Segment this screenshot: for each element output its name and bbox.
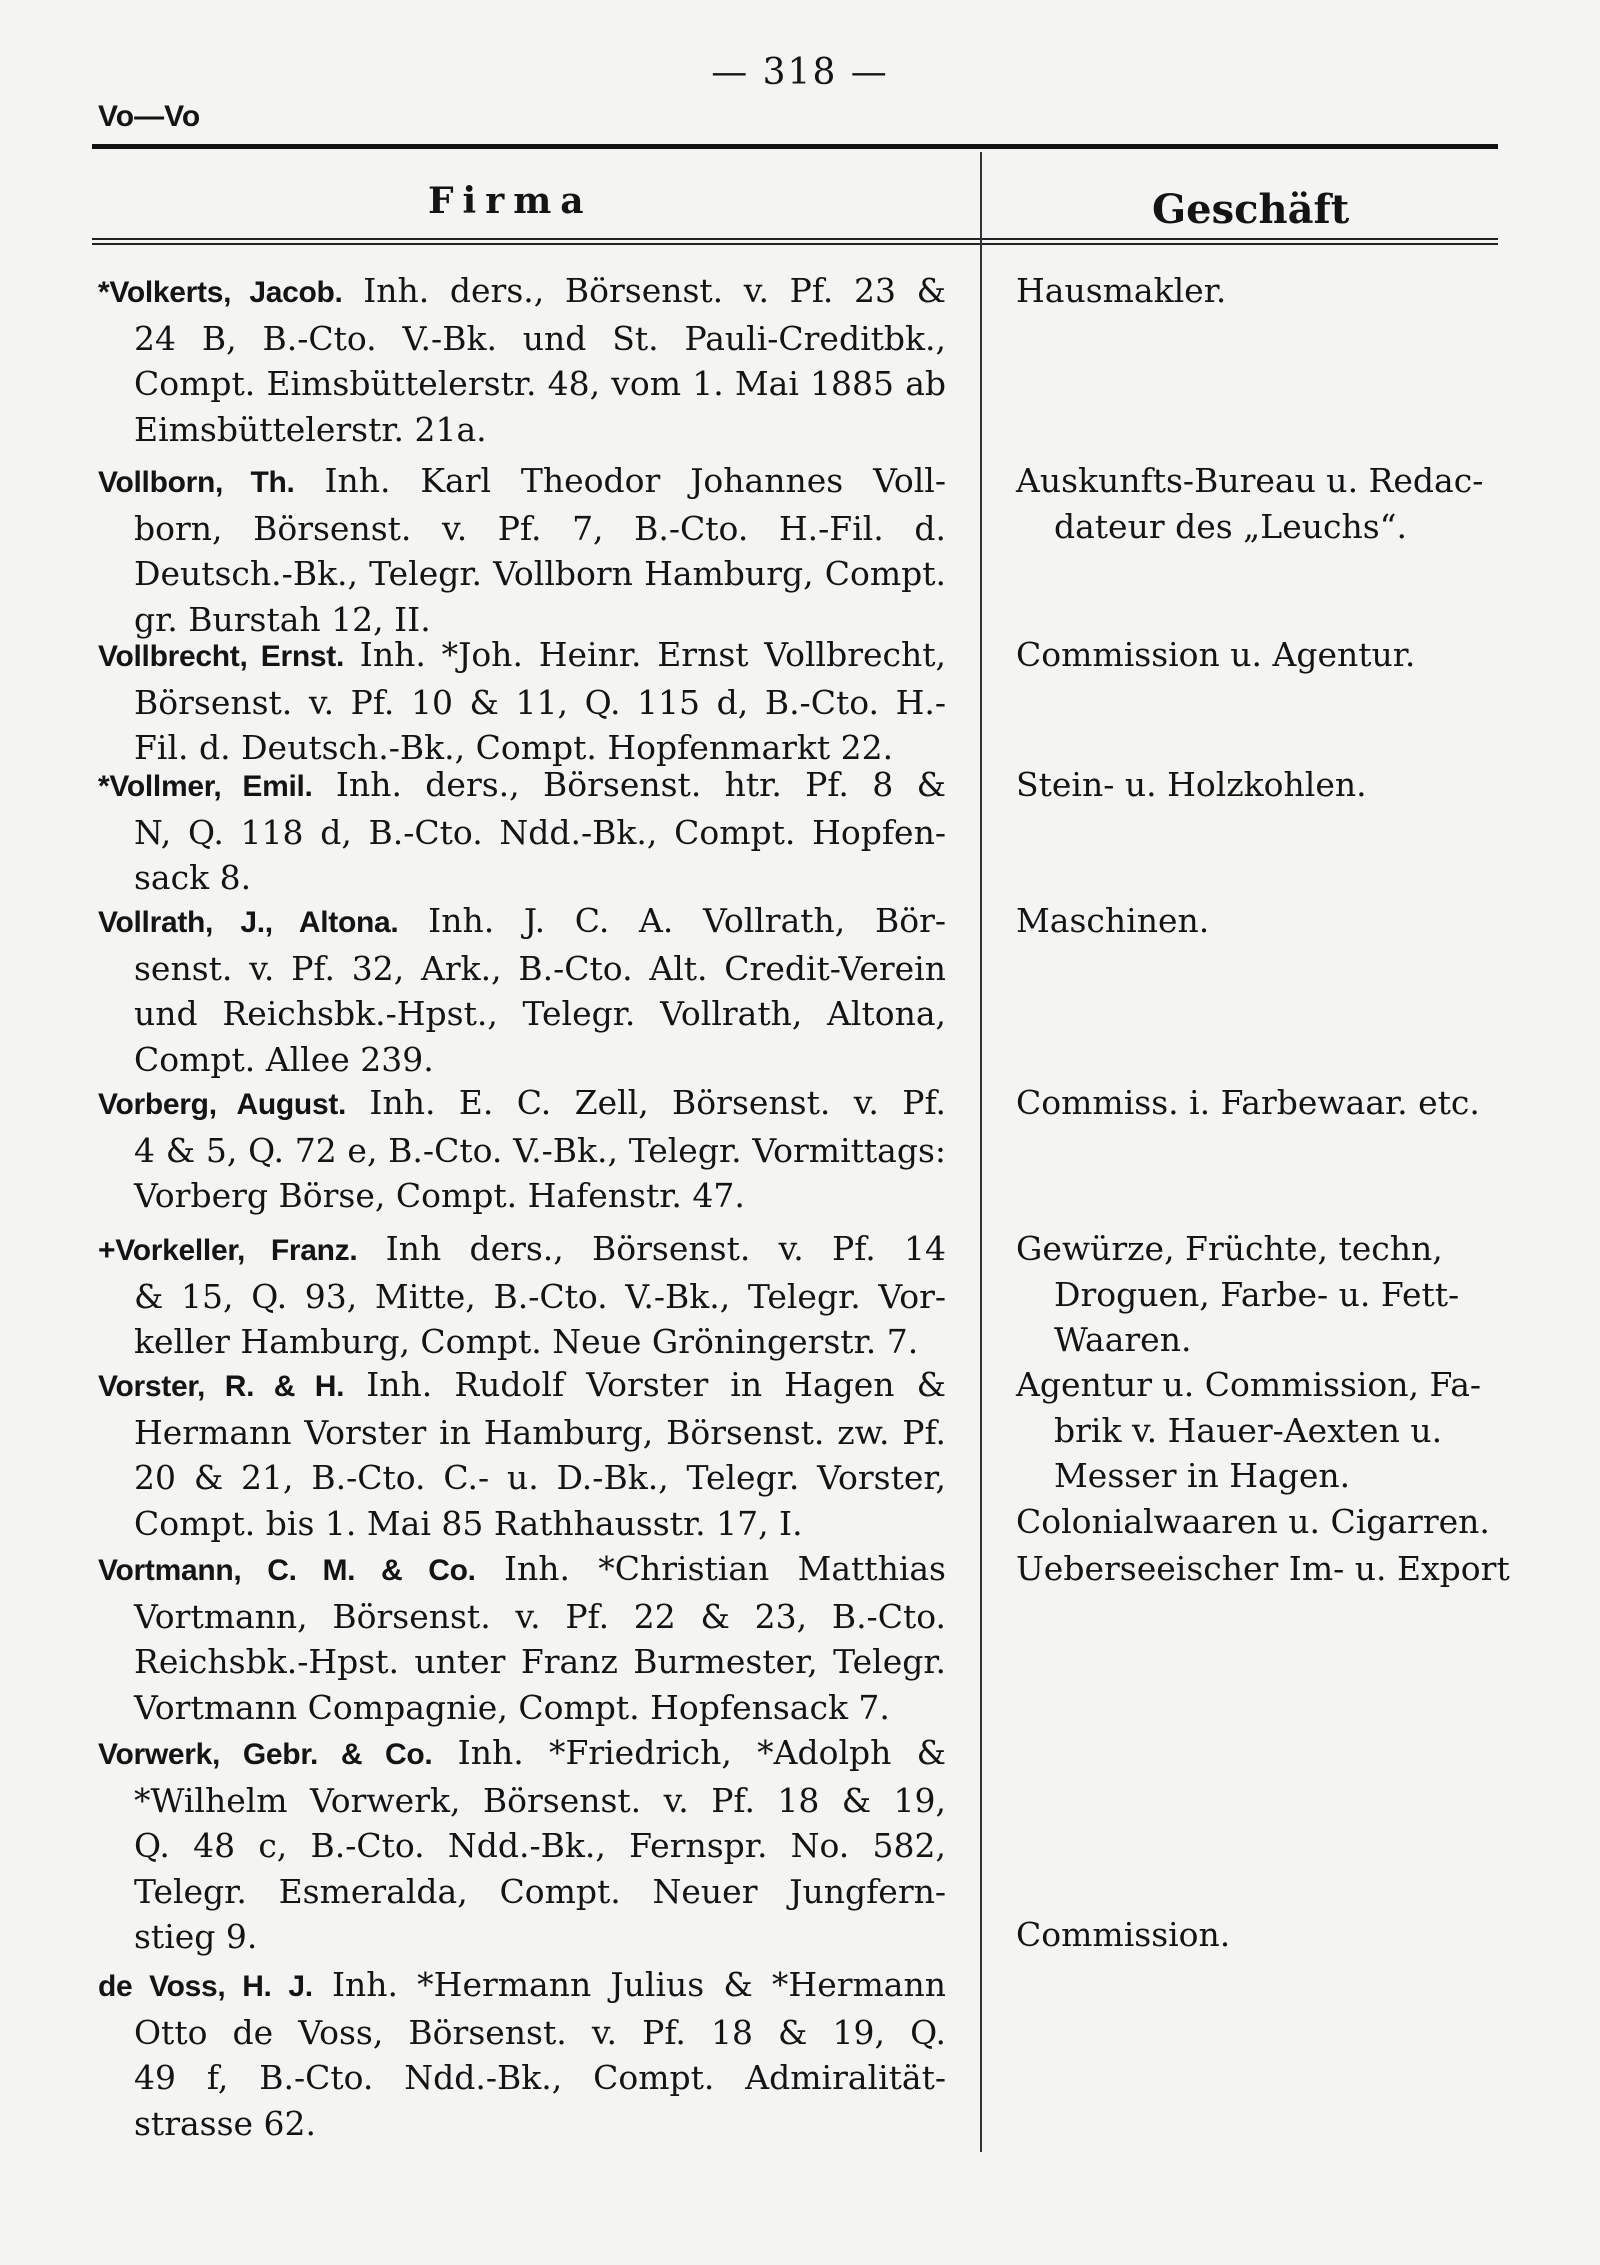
firma-first-line <box>98 632 946 680</box>
geschaeft-text <box>1016 1546 1510 1592</box>
page-number: — 318 — <box>711 52 889 93</box>
firma-line: Börsenst. v. Pf. 10 & 11, Q. 115 d, B.-Cto. H.- <box>134 682 946 722</box>
firma-details: Inh ders., Börsenst. v. Pf. 14 <box>357 1229 946 1268</box>
firma-details: Inh. *Joh. Heinr. Ernst Vollbrecht, <box>344 635 946 674</box>
geschaeft-line: Hausmakler. <box>1016 271 1227 310</box>
geschaeft-text <box>1016 898 1496 944</box>
firma-text <box>98 632 946 771</box>
firm-name: de Voss, H. J. <box>98 1970 313 2003</box>
firma-line: stieg 9. <box>134 1917 258 1956</box>
firma-text <box>98 458 946 642</box>
firma-line: senst. v. Pf. 32, Ark., B.-Cto. Alt. Credit-Verein <box>134 948 946 988</box>
geschaeft-text <box>1016 1362 1496 1544</box>
firm-name: Vollbrecht, Ernst. <box>98 640 345 673</box>
firm-name: *Volkerts, Jacob. <box>98 276 343 309</box>
firma-line: 20 & 21, B.-Cto. C.- u. D.-Bk., Telegr. Vorster, <box>134 1458 946 1497</box>
geschaeft-line: Droguen, Farbe- u. Fett- <box>1054 1274 1460 1314</box>
geschaeft-line: Commission u. Agentur. <box>1016 635 1416 674</box>
geschaeft-text <box>1016 632 1496 678</box>
firma-text <box>98 1730 946 1960</box>
geschaeft-text <box>1016 1080 1496 1126</box>
firm-name: Vorwerk, Gebr. & Co. <box>98 1738 433 1771</box>
firma-line: *Wilhelm Vorwerk, Börsenst. v. Pf. 18 & 19, <box>134 1780 946 1820</box>
geschaeft-text <box>1016 762 1496 808</box>
firma-line: Compt. Eimsbüttelerstr. 48, vom 1. Mai 1885 ab <box>134 364 946 403</box>
alphabet-range: Vo—Vo <box>98 100 201 133</box>
geschaeft-line: Auskunfts-Bureau u. Redac- <box>1016 461 1484 500</box>
firm-name: Vorberg, August. <box>98 1088 347 1121</box>
firm-name: Vortmann, C. M. & Co. <box>98 1554 476 1587</box>
firma-line: Telegr. Esmeralda, Compt. Neuer Jungfern- <box>134 1871 946 1911</box>
firma-first-line <box>98 458 946 506</box>
firma-line: keller Hamburg, Compt. Neue Gröningerstr. 7. <box>134 1322 919 1361</box>
geschaeft-line: Ueberseeischer Im- u. Export <box>1016 1549 1510 1588</box>
firm-name: Vorster, R. & H. <box>98 1370 345 1403</box>
firma-details: Inh. J. C. A. Vollrath, Bör- <box>398 901 947 940</box>
firma-text <box>98 1362 946 1546</box>
firma-line: sack 8. <box>134 858 252 897</box>
firma-line: Compt. Allee 239. <box>134 1039 434 1079</box>
firma-first-line <box>98 1362 946 1410</box>
firm-name: Vollborn, Th. <box>98 466 295 499</box>
firma-line: 4 & 5, Q. 72 e, B.-Cto. V.-Bk., Telegr. Vormittags: <box>134 1130 946 1170</box>
geschaeft-line: Commiss. i. Farbewaar. etc. <box>1016 1083 1480 1122</box>
firma-first-line <box>98 762 946 810</box>
geschaeft-line: Messer in Hagen. <box>1054 1456 1351 1495</box>
column-heading-geschaeft: Geschäft <box>1152 186 1350 233</box>
firma-line: gr. Burstah 12, II. <box>134 599 431 639</box>
firma-details: Inh. *Christian Matthias <box>475 1549 946 1588</box>
firma-details: Inh. *Friedrich, *Adolph & <box>432 1733 946 1772</box>
firma-line: Otto de Voss, Börsenst. v. Pf. 18 & 19, Q. <box>134 2012 946 2052</box>
firma-first-line <box>98 898 946 946</box>
firma-text <box>98 1962 946 2146</box>
firma-line: Reichsbk.-Hpst. unter Franz Burmester, Telegr. <box>134 1642 946 1681</box>
firma-first-line <box>98 1546 946 1594</box>
geschaeft-text <box>1016 1226 1496 1363</box>
firma-line: Vortmann, Börsenst. v. Pf. 22 & 23, B.-Cto. <box>134 1596 946 1636</box>
firma-line: 24 B, B.-Cto. V.-Bk. und St. Pauli-Creditbk., <box>134 318 946 358</box>
firma-details: Inh. Karl Theodor Johannes Voll- <box>294 461 946 500</box>
geschaeft-line: Agentur u. Commission, Fa- <box>1016 1365 1482 1404</box>
firma-details: Inh. *Hermann Julius & *Hermann <box>312 1965 946 2004</box>
geschaeft-line: Waaren. <box>1054 1320 1192 1359</box>
geschaeft-line: Maschinen. <box>1016 901 1210 940</box>
firma-text <box>98 1080 946 1219</box>
firma-line: Hermann Vorster in Hamburg, Börsenst. zw. Pf. <box>134 1412 946 1452</box>
firma-line: & 15, Q. 93, Mitte, B.-Cto. V.-Bk., Telegr. Vor- <box>134 1276 946 1316</box>
firma-first-line <box>98 1962 946 2010</box>
firma-line: Fil. d. Deutsch.-Bk., Compt. Hopfenmarkt 22. <box>134 728 894 767</box>
firma-text <box>98 268 946 452</box>
firma-line: 49 f, B.-Cto. Ndd.-Bk., Compt. Admiralität- <box>134 2058 946 2097</box>
firma-first-line <box>98 1226 946 1274</box>
geschaeft-line: Gewürze, Früchte, techn, <box>1016 1229 1443 1268</box>
firma-details: Inh. ders., Börsenst. v. Pf. 23 & <box>342 271 946 310</box>
geschaeft-text <box>1016 1912 1496 1958</box>
firma-first-line <box>98 1080 946 1128</box>
firma-details: Inh. Rudolf Vorster in Hagen & <box>344 1365 946 1404</box>
firm-name: *Vollmer, Emil. <box>98 770 313 803</box>
firma-line: Vortmann Compagnie, Compt. Hopfensack 7. <box>134 1687 890 1727</box>
firma-text <box>98 898 946 1082</box>
firma-line: Q. 48 c, B.-Cto. Ndd.-Bk., Fernspr. No. 582, <box>134 1826 946 1865</box>
firma-details: Inh. E. C. Zell, Börsenst. v. Pf. <box>346 1083 946 1122</box>
geschaeft-line: dateur des „Leuchs“. <box>1054 506 1408 546</box>
firma-details: Inh. ders., Börsenst. htr. Pf. 8 & <box>312 765 946 804</box>
firm-name: +Vorkeller, Franz. <box>98 1234 358 1267</box>
geschaeft-text <box>1016 268 1496 314</box>
firma-text <box>98 1546 946 1730</box>
firma-text <box>98 1226 946 1365</box>
geschaeft-line: brik v. Hauer-Aexten u. <box>1054 1410 1443 1450</box>
firm-name: Vollrath, J., Altona. <box>98 906 399 939</box>
firma-line: Compt. bis 1. Mai 85 Rathhausstr. 17, I. <box>134 1503 803 1543</box>
firma-line: Vorberg Börse, Compt. Hafenstr. 47. <box>134 1176 745 1215</box>
geschaeft-line: Colonialwaaren u. Cigarren. <box>1016 1501 1490 1541</box>
firma-text <box>98 762 946 901</box>
geschaeft-line: Commission. <box>1016 1915 1231 1954</box>
firma-first-line <box>98 268 946 316</box>
column-heading-firma: Firma <box>428 180 593 222</box>
firma-line: strasse 62. <box>134 2103 317 2143</box>
firma-line: und Reichsbk.-Hpst., Telegr. Vollrath, Altona, <box>134 994 946 1033</box>
geschaeft-text <box>1016 458 1496 549</box>
firma-line: Eimsbüttelerstr. 21a. <box>134 409 487 449</box>
firma-line: N, Q. 118 d, B.-Cto. Ndd.-Bk., Compt. Hopfen- <box>134 812 946 852</box>
firma-line: born, Börsenst. v. Pf. 7, B.-Cto. H.-Fil. d. <box>134 508 946 548</box>
firma-line: Deutsch.-Bk., Telegr. Vollborn Hamburg, Compt. <box>134 554 946 593</box>
geschaeft-line: Stein- u. Holzkohlen. <box>1016 765 1367 804</box>
firma-first-line <box>98 1730 946 1778</box>
